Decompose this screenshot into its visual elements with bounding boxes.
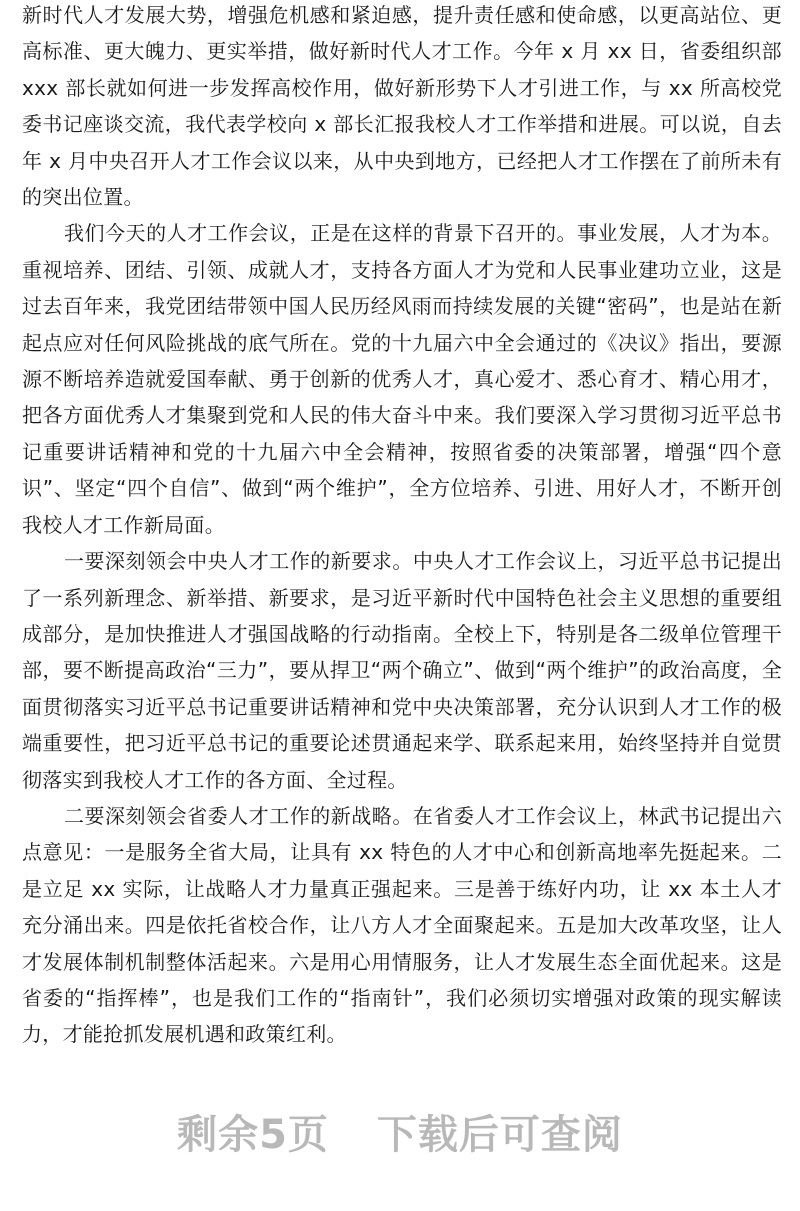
download-to-view-text: 下载后可查阅	[376, 1112, 623, 1158]
download-prompt-banner[interactable]	[0, 1103, 800, 1160]
paragraph-central-requirements: 一要深刻领会中央人才工作的新要求。中央人才工作会议上，习近平总书记提出了一系列新理念、新举措、新要求，是习近平新时代中国特色社会主义思想的重要组成部分，是加快推进人才强国战略的行动指南。全校上下，特别是各二级单位管理干部，要不断提高政治“三力”，要从捍卫“两个确立”、做到“两个维护”的政治高度，全面贯彻落实习近平总书记重要讲话精神和党中央决策部署，充分认识到人才工作的极端重要性，把习近平总书记的重要论述贯通起来学、联系起来用，始终坚持并自觉贯彻落实到我校人才工作的各方面、全过程。	[22, 549, 782, 792]
paragraph-intro: 新时代人才发展大势，增强危机感和紧迫感，提升责任感和使命感，以更高站位、更高标准、更大魄力、更实举措，做好新时代人才工作。今年 x 月 xx 日，省委组织部 xxx 部长就如何进一步发挥高校作用，做好新形势下人才引进工作，与 xx 所高校党委书记座谈交流，我代表学校向 x 部长汇报我校人才工作举措和进展。可以说，自去年 x 月中央召开人才工作会议以来，从中央到地方，已经把人才工作摆在了前所未有的突出位置。	[22, 3, 782, 210]
paragraph-background: 我们今天的人才工作会议，正是在这样的背景下召开的。事业发展，人才为本。重视培养、团结、引领、成就人才，支持各方面人才为党和人民事业建功立业，这是过去百年来，我党团结带领中国人民历经风雨而持续发展的关键“密码”，也是站在新起点应对任何风险挑战的底气所在。党的十九届六中全会通过的《决议》指出，要源源不断培养造就爱国奉献、勇于创新的优秀人才，真心爱才、悉心育才、精心用才，把各方面优秀人才集聚到党和人民的伟大奋斗中来。我们要深入学习贯彻习近平总书记重要讲话精神和党的十九届六中全会精神，按照省委的决策部署，增强“四个意识”、坚定“四个自信”、做到“两个维护”，全方位培养、引进、用好人才，不断开创我校人才工作新局面。	[22, 221, 782, 537]
paragraph-provincial-strategy: 二要深刻领会省委人才工作的新战略。在省委人才工作会议上，林武书记提出六点意见：一是服务全省大局，让具有 xx 特色的人才中心和创新高地率先挺起来。二是立足 xx 实际，让战略人才力量真正强起来。三是善于练好内功，让 xx 本土人才充分涌出来。四是依托省校合作，让八方人才全面聚起来。五是加大改革攻坚，让人才发展体制机制整体活起来。六是用心用情服务，让人才发展生态全面优起来。这是省委的“指挥棒”，也是我们工作的“指南针”，我们必须切实增强对政策的现实解读力，才能抢抓发展机遇和政策红利。	[22, 803, 782, 1047]
remaining-pages-text: 剩余5页	[177, 1112, 329, 1158]
document-body	[22, 0, 782, 1053]
